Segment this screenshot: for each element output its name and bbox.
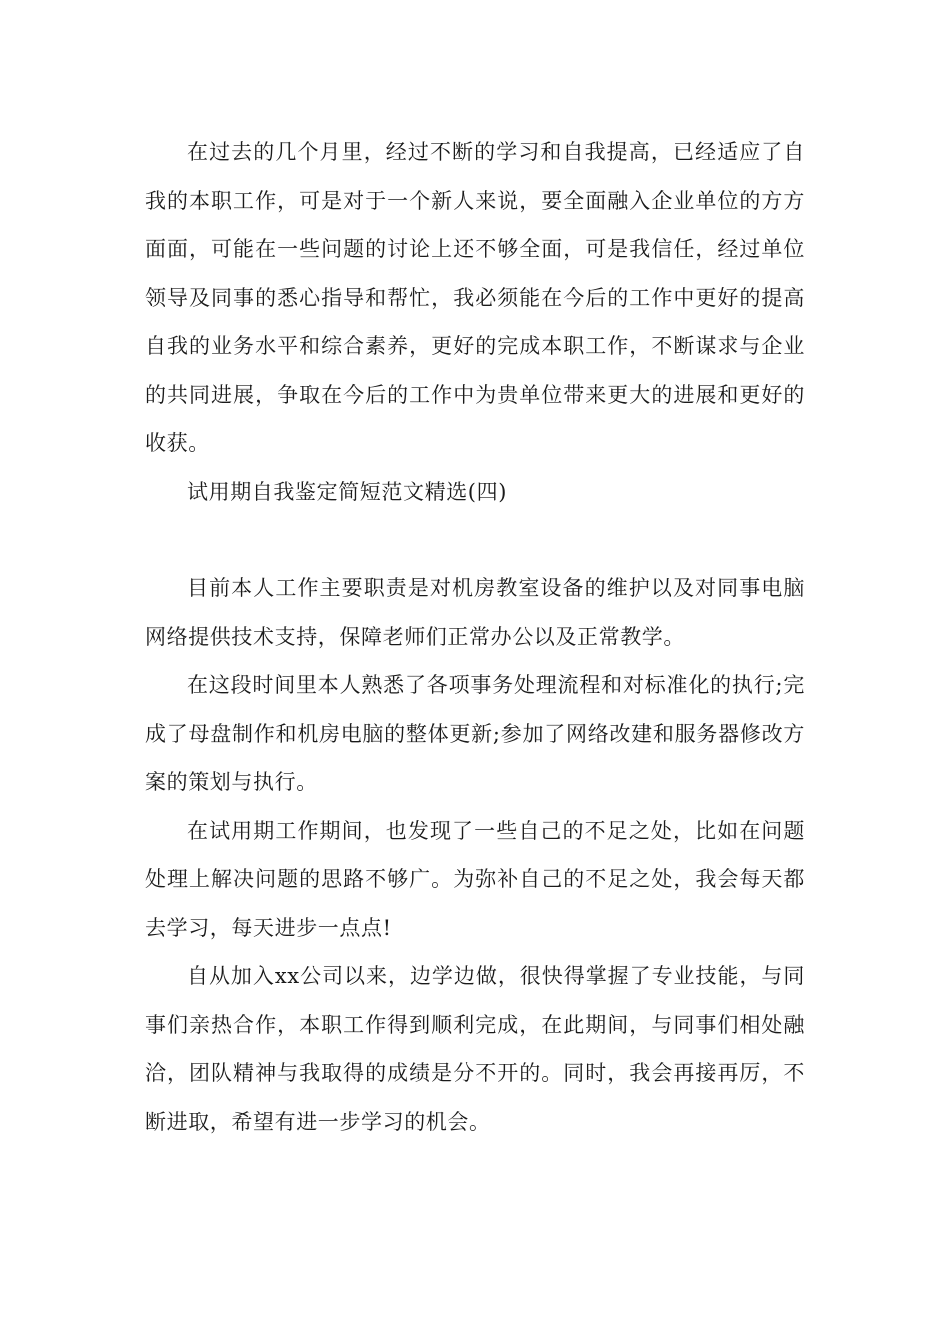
paragraph-conclusion: 自从加入xx公司以来，边学边做，很快得掌握了专业技能，与同事们亲热合作，本职工作得到顺利完成，在此期间，与同事们相处融洽，团队精神与我取得的成绩是分不开的。同时，我会再接再厉，不断进取，希望有进一步学习的机会。 bbox=[145, 964, 805, 1134]
paragraph-intro: 在过去的几个月里，经过不断的学习和自我提高，已经适应了自我的本职工作，可是对于一个新人来说，要全面融入企业单位的方方面面，可能在一些问题的讨论上还不够全面，可是我信任，经过单位领导及同事的悉心指导和帮忙，我必须能在今后的工作中更好的提高自我的业务水平和综合素养，更好的完成本职工作，不断谋求与企业的共同进展，争取在今后的工作中为贵单位带来更大的进展和更好的收获。 bbox=[145, 140, 805, 455]
paragraph-duties: 目前本人工作主要职责是对机房教室设备的维护以及对同事电脑网络提供技术支持，保障老师们正常办公以及正常教学。 bbox=[145, 576, 805, 649]
paragraph-accomplishments: 在这段时间里本人熟悉了各项事务处理流程和对标准化的执行;完成了母盘制作和机房电脑的整体更新;参加了网络改建和服务器修改方案的策划与执行。 bbox=[145, 673, 805, 794]
section-heading: 试用期自我鉴定简短范文精选(四) bbox=[187, 479, 507, 504]
paragraph-shortcomings: 在试用期工作期间，也发现了一些自己的不足之处，比如在问题处理上解决问题的思路不够广。为弥补自己的不足之处，我会每天都去学习，每天进步一点点! bbox=[145, 818, 805, 940]
document-body bbox=[145, 128, 805, 1146]
